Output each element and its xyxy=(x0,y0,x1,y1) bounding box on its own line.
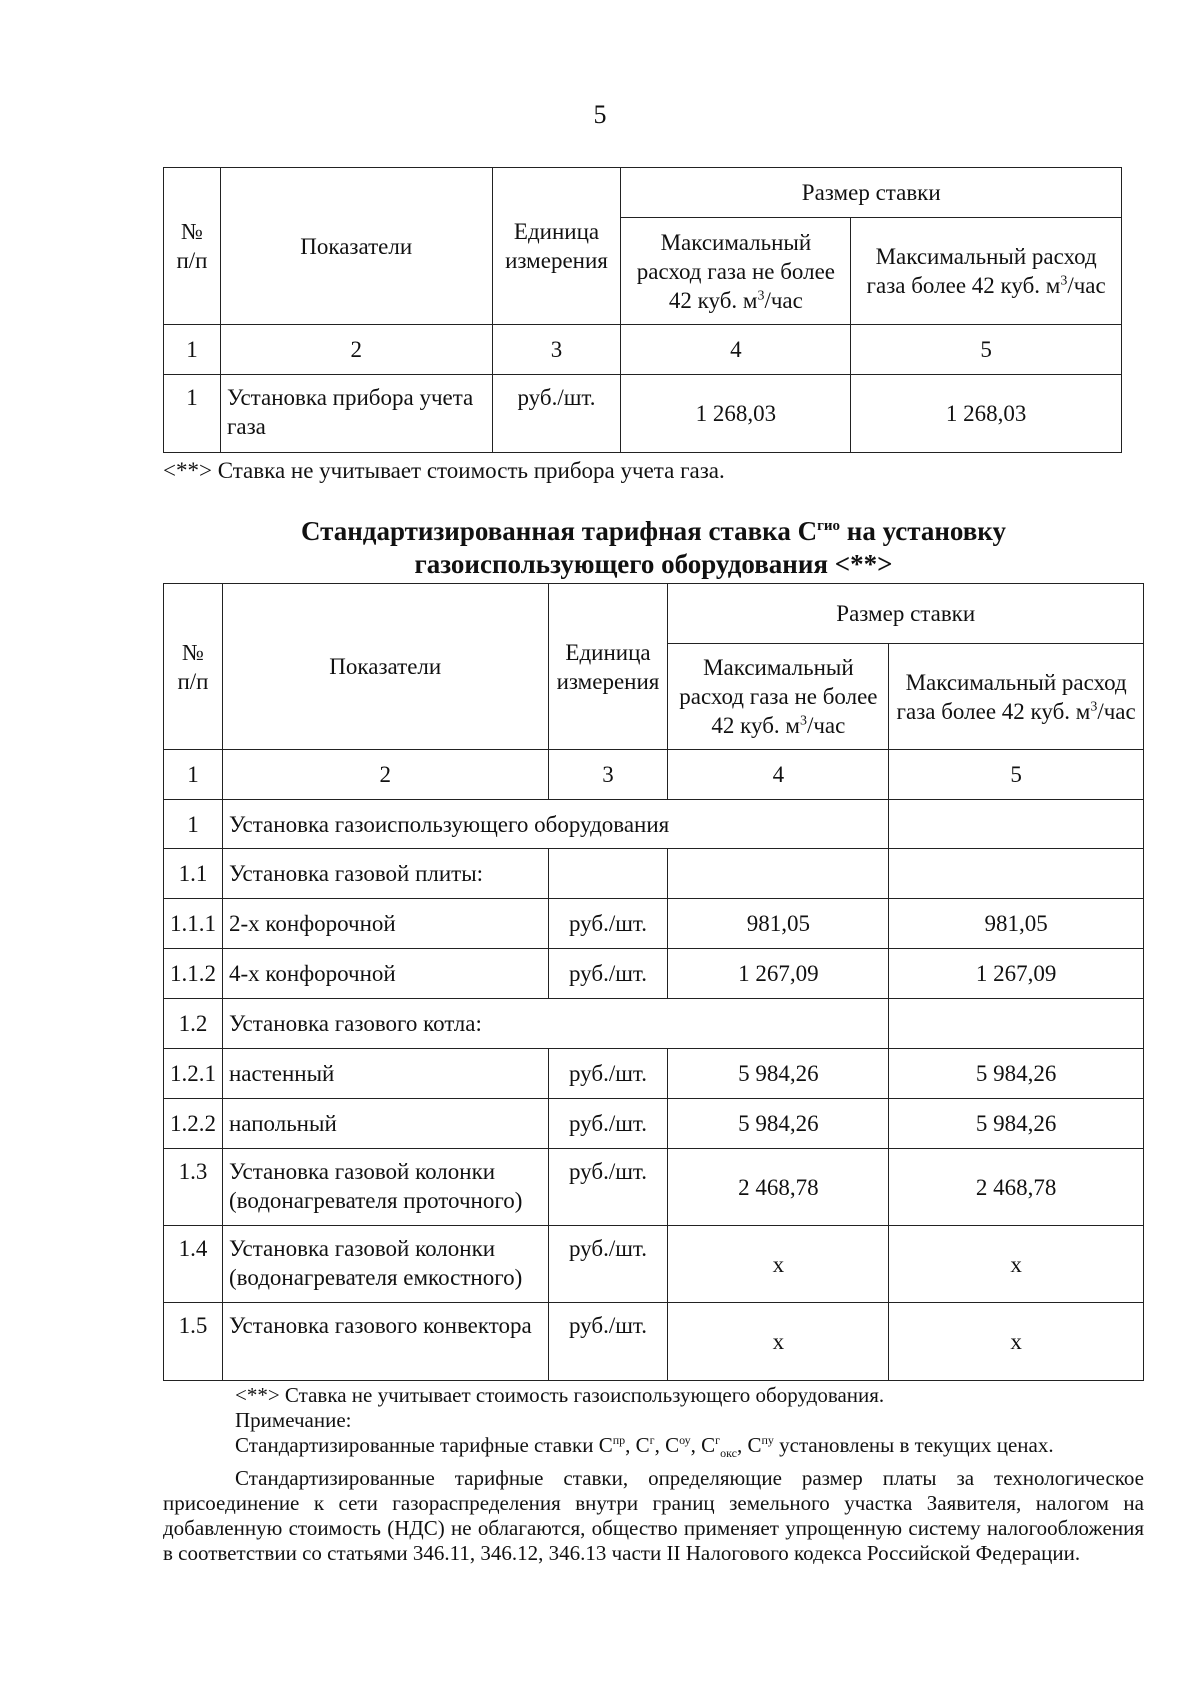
col-number: 4 xyxy=(621,325,851,375)
row-value-gt-42: х xyxy=(889,1303,1144,1381)
header-rate-size: Размер ставки xyxy=(621,168,1122,218)
row-value-le-42: 1 267,09 xyxy=(668,949,889,999)
col-number: 4 xyxy=(668,750,889,800)
row-name: Установка газовой плиты: xyxy=(223,849,549,899)
notes-block xyxy=(163,1383,1144,1566)
header-unit: Единица измерения xyxy=(548,584,668,750)
row-empty-cell xyxy=(889,849,1144,899)
header-unit: Единица измерения xyxy=(492,168,621,325)
heading-line-1: Стандартизированная тарифная ставка $С^{гио}$ на установку xyxy=(301,516,1006,546)
row-value-gt-42: 1 267,09 xyxy=(889,949,1144,999)
row-name: Установка газовой колонки (водонагревателя проточного) xyxy=(223,1149,549,1226)
col-number: 5 xyxy=(851,325,1122,375)
rates-note: Стандартизированные тарифные ставки $С^{пр}$, $С^г$, $С^{оу}$, $С^г_{окс}$, $С^{пу}$ установлены в текущих ценах. xyxy=(235,1433,1054,1461)
row-empty-cell xyxy=(668,849,889,899)
table-row xyxy=(164,899,1144,949)
row-value-gt-42: 5 984,26 xyxy=(889,1049,1144,1099)
tax-note-paragraph: Стандартизированные тарифные ставки, определяющие размер платы за технологическое присоединение к сети газораспределения внутри границ земельного участка Заявителя, налогом на добавленную стоимость (НДС) не облагаются, общество применяет упрощенную систему налогообложения в соответствии со статьями 346.11, 346.12, 346.13 части II Налогового кодекса Российской Федерации. xyxy=(163,1466,1144,1566)
section-row xyxy=(164,800,1144,849)
row-unit: руб./шт. xyxy=(548,1226,668,1303)
header-max-le-42: Максимальный расход газа не более 42 куб. $м^3$/час xyxy=(668,644,889,750)
row-value-gt-42: х xyxy=(889,1226,1144,1303)
row-name: Установка газоиспользующего оборудования xyxy=(223,800,889,849)
row-value-gt-42: 1 268,03 xyxy=(851,375,1122,453)
row-num: 1.1 xyxy=(164,849,223,899)
row-unit: руб./шт. xyxy=(492,375,621,453)
col-number: 2 xyxy=(220,325,492,375)
meter-installation-table xyxy=(163,167,1122,453)
row-value-le-42: 5 984,26 xyxy=(668,1049,889,1099)
note-title: Примечание: xyxy=(235,1408,352,1432)
row-num: 1.2.1 xyxy=(164,1049,223,1099)
col-number: 2 xyxy=(223,750,549,800)
col-number: 1 xyxy=(164,325,221,375)
page-number: 5 xyxy=(593,100,607,129)
row-name: настенный xyxy=(223,1049,549,1099)
row-num: 1.2 xyxy=(164,999,223,1049)
col-number: 5 xyxy=(889,750,1144,800)
row-num: 1.1.2 xyxy=(164,949,223,999)
row-value-le-42: 1 268,03 xyxy=(621,375,851,453)
row-num: 1.2.2 xyxy=(164,1099,223,1149)
row-name: Установка газовой колонки (водонагревателя емкостного) xyxy=(223,1226,549,1303)
row-name: напольный xyxy=(223,1099,549,1149)
col-number: 3 xyxy=(492,325,621,375)
col-number: 1 xyxy=(164,750,223,800)
header-num: № п/п xyxy=(164,168,221,325)
row-value-gt-42: 981,05 xyxy=(889,899,1144,949)
row-value-gt-42: 5 984,26 xyxy=(889,1099,1144,1149)
row-name: Установка газового конвектора xyxy=(223,1303,549,1381)
header-num: № п/п xyxy=(164,584,223,750)
row-name: 2-х конфорочной xyxy=(223,899,549,949)
row-value-le-42: 2 468,78 xyxy=(668,1149,889,1226)
row-num: 1.5 xyxy=(164,1303,223,1381)
header-rate-size: Размер ставки xyxy=(668,584,1144,644)
header-max-gt-42: Максимальный расход газа более 42 куб. $м^3$/час xyxy=(889,644,1144,750)
row-value-gt-42: 2 468,78 xyxy=(889,1149,1144,1226)
header-indicators: Показатели xyxy=(220,168,492,325)
row-unit: руб./шт. xyxy=(548,1149,668,1226)
equipment-installation-table xyxy=(163,583,1144,1381)
row-num: 1 xyxy=(164,375,221,453)
col-number: 3 xyxy=(548,750,668,800)
header-max-le-42: Максимальный расход газа не более 42 куб. $м^3$/час xyxy=(621,218,851,325)
table-row xyxy=(164,1226,1144,1303)
row-empty-cell xyxy=(548,849,668,899)
row-unit: руб./шт. xyxy=(548,1049,668,1099)
table-row xyxy=(164,1049,1144,1099)
row-value-le-42: х xyxy=(668,1226,889,1303)
row-unit: руб./шт. xyxy=(548,949,668,999)
table-row xyxy=(164,1303,1144,1381)
section-row xyxy=(164,849,1144,899)
row-value-le-42: х xyxy=(668,1303,889,1381)
section-heading xyxy=(163,515,1144,581)
table-row xyxy=(164,1099,1144,1149)
row-unit: руб./шт. xyxy=(548,1099,668,1149)
row-num: 1 xyxy=(164,800,223,849)
row-name: 4-х конфорочной xyxy=(223,949,549,999)
column-number-row xyxy=(164,325,1122,375)
column-number-row xyxy=(164,750,1144,800)
row-empty-cell xyxy=(889,800,1144,849)
table-row xyxy=(164,949,1144,999)
table1-footnote: <**> Ставка не учитывает стоимость прибора учета газа. xyxy=(163,458,725,483)
row-unit: руб./шт. xyxy=(548,1303,668,1381)
row-name: Установка газового котла: xyxy=(223,999,889,1049)
table-row xyxy=(164,1149,1144,1226)
row-num: 1.1.1 xyxy=(164,899,223,949)
row-value-le-42: 981,05 xyxy=(668,899,889,949)
section-row xyxy=(164,999,1144,1049)
row-num: 1.3 xyxy=(164,1149,223,1226)
row-value-le-42: 5 984,26 xyxy=(668,1099,889,1149)
header-max-gt-42: Максимальный расход газа более 42 куб. $м^3$/час xyxy=(851,218,1122,325)
header-indicators: Показатели xyxy=(223,584,549,750)
row-unit: руб./шт. xyxy=(548,899,668,949)
table-row xyxy=(164,375,1122,453)
row-num: 1.4 xyxy=(164,1226,223,1303)
equipment-footnote: <**> Ставка не учитывает стоимость газоиспользующего оборудования. xyxy=(235,1383,885,1407)
row-empty-cell xyxy=(889,999,1144,1049)
heading-line-2: газоиспользующего оборудования <**> xyxy=(414,549,893,579)
row-name: Установка прибора учета газа xyxy=(220,375,492,453)
